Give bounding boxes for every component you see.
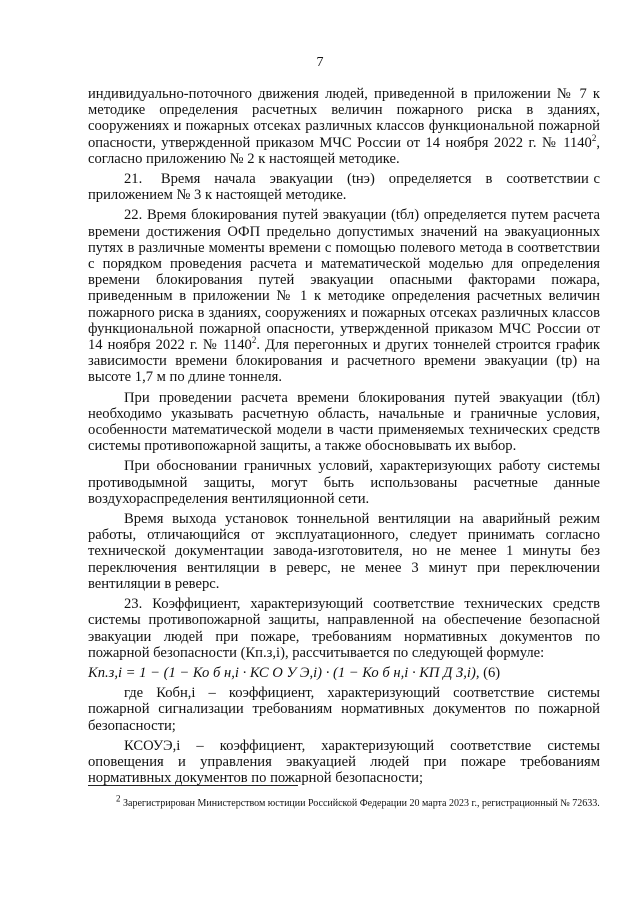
paragraph-23: 23. Коэффициент, характеризующий соответствие технических средств системы противопожарной защиты, направленной на обеспечение безопасной эвакуации людей при пожаре, требованиям нормативных документов по пожарной безопасности (Кп.з,i), рассчитывается по следующей формуле:: [88, 596, 600, 661]
paragraph-ventilation-time: Время выхода установок тоннельной вентиляции на аварийный режим работы, отличающийся от эксплуатационного, следует принимать согласно технической документации завода-изготовителя, но не менее 1 минуты без переключения вентиляции в реверс, не менее 3 минут при переключении вентиляции в реверс.: [88, 511, 600, 592]
formula-number: (6): [479, 664, 501, 681]
paragraph-boundary-conditions: При обосновании граничных условий, характеризующих работу системы противодымной защиты, могут быть использованы расчетные данные воздухораспределения вентиляционной сети.: [88, 458, 600, 507]
formula-expression: Кп.з,i = 1 − (1 − Ко б н,i · КС О У Э,i) · (1 − Ко б н,i · КП Д З,i),: [88, 664, 480, 681]
paragraph-22: [88, 207, 600, 385]
paragraph-ksoue-definition: КСОУЭ,i – коэффициент, характеризующий соответствие системы оповещения и управления эвакуацией людей при пожаре требованиям нормативных документов по пожарной безопасности;: [88, 737, 600, 787]
paragraph-text: . Для перегонных и других тоннелей строится график зависимости времени блокирования и расчетного времени эвакуации (tр) на высоте 1,7 м по длине тоннеля.: [88, 337, 600, 386]
paragraph-text: , согласно приложению № 2 к настоящей методике.: [88, 134, 600, 167]
footnote-ref: 2: [251, 335, 257, 346]
paragraph-21: 21. Время начала эвакуации (tнэ) определяется в соответствии с приложением № 3 к настоящей методике.: [88, 171, 600, 204]
footnote-divider: [88, 785, 298, 786]
footnote-text: Зарегистрирован Министерством юстиции Российской Федерации 20 марта 2023 г., регистрационный № 72633.: [120, 798, 600, 809]
paragraph-kobn-definition: где Кобн,i – коэффициент, характеризующий соответствие системы пожарной сигнализации требованиям нормативных документов по пожарной безопасности;: [88, 685, 600, 734]
paragraph-text: 22. Время блокирования путей эвакуации (tбл) определяется путем расчета времени достижения ОФП предельно допустимых значений на эвакуационных путях в различные моменты времени с помощью полевого метода в соответствии с порядком проведения расчета и математической моделью для определения времени блокирования путей эвакуации опасными факторами пожара, приведенным в приложении № 1 к методике определения расчетных величин пожарного риска в зданиях, сооружениях и пожарных отсеках различных классов функциональной пожарной опасности, утвержденной приказом МЧС России от 14 ноября 2022 г. № 1140: [88, 207, 600, 354]
footnote-ref: 2: [591, 132, 597, 143]
paragraph-continuation: [88, 86, 600, 167]
page-number: 7: [316, 55, 324, 70]
document-body: [88, 86, 600, 790]
paragraph-text: индивидуально-поточного движения людей, приведенной в приложении № 7 к методике определения расчетных величин пожарного риска в зданиях, сооружениях и пожарных отсеках различных классов функциональной пожарной опасности, утвержденной приказом МЧС России от 14 ноября 2022 г. № 1140: [88, 86, 600, 151]
footnote-mark: 2: [116, 793, 121, 804]
formula-6: [88, 665, 600, 681]
paragraph-blocking-calc: При проведении расчета времени блокирования путей эвакуации (tбл) необходимо указывать расчетную область, начальные и граничные условия, особенности математической модели в части применяемых технических средств системы противопожарной защиты, а также обосновывать их выбор.: [88, 389, 600, 455]
footnote: [88, 793, 600, 811]
